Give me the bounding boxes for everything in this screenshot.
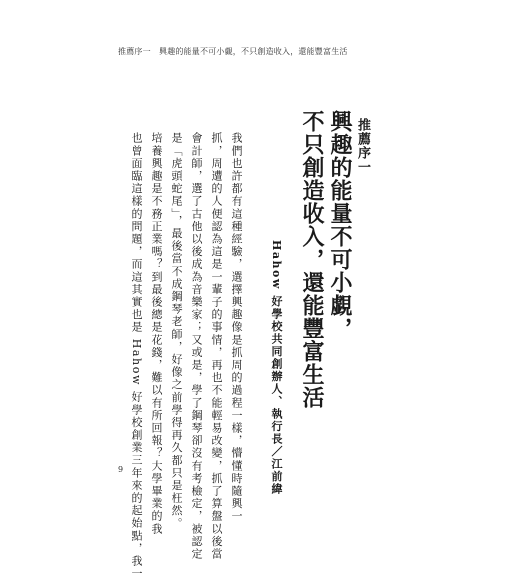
author-byline: Hahow 好學校共同創辦人、執行長／江前緯 <box>270 240 283 496</box>
body-paragraph-line: 我們也許都有這種經驗，選擇興趣像是抓周的過程一樣，懵懂時隨興一 <box>230 132 243 523</box>
body-paragraph-line: 也曾面臨這樣的問題，而這其實也是 Hahow 好學校創業三年來的起始點，我一 <box>130 132 143 580</box>
running-header: 推薦序一 興趣的能量不可小覷，不只創造收入，還能豐富生活 <box>118 47 348 56</box>
body-paragraph-line: 抓，周遭的人便認為這是一輩子的事情，再也不能輕易改變，抓了算盤以後當 <box>210 132 223 561</box>
section-label: 推薦序一 <box>355 118 370 174</box>
title-line-1: 興趣的能量不可小覷， <box>327 110 353 340</box>
body-paragraph-line: 培養興趣是不務正業嗎？到最後總是花錢，難以有所回報？大學畢業的我 <box>150 132 163 536</box>
body-paragraph-line: 會計師，選了古他以後成為音樂家；又或是，學了鋼琴卻沒有考檢定，被認定 <box>190 132 203 561</box>
page-number: 9 <box>118 465 124 474</box>
title-line-2: 不只創造收入，還能豐富生活 <box>299 110 325 409</box>
body-paragraph-line: 是「虎頭蛇尾」，最後當不成鋼琴老師，好像之前學得再久都只是枉然。 <box>170 132 183 530</box>
